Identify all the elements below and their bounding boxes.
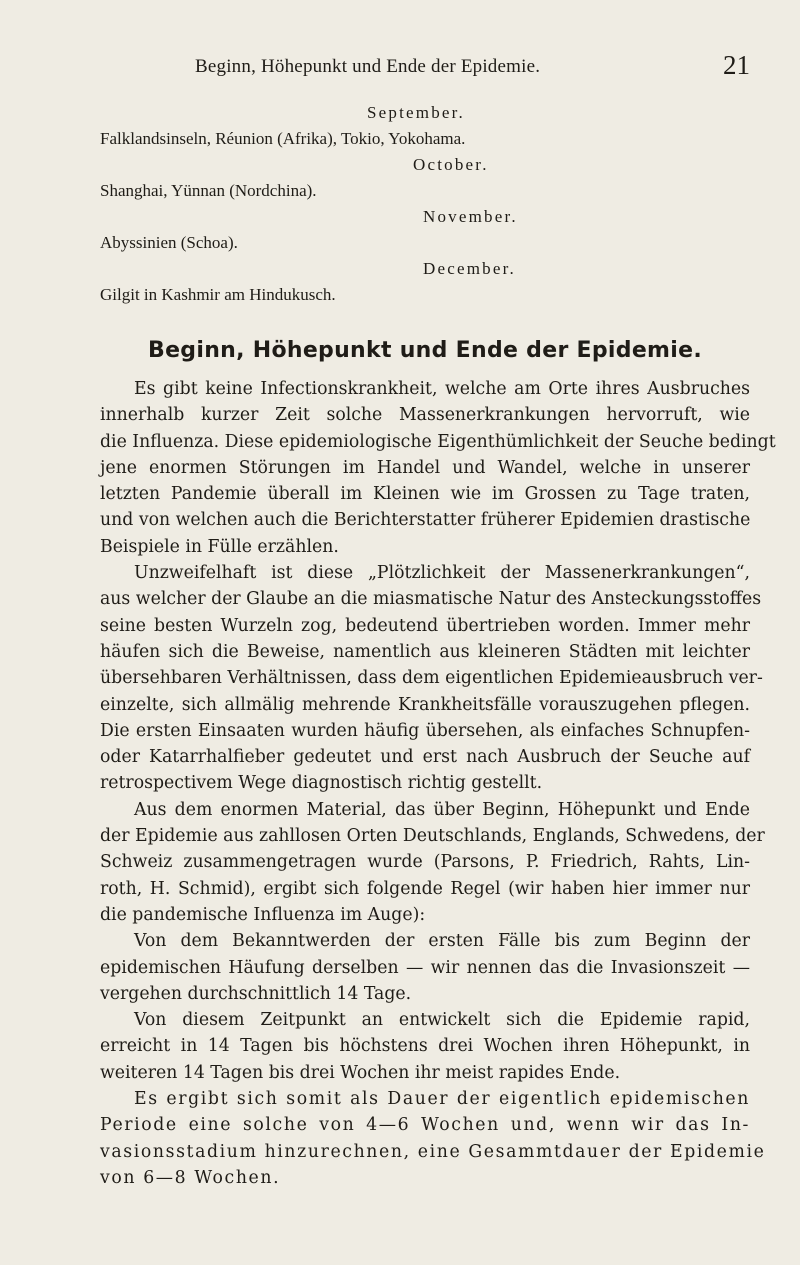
text-line: Periode eine solche von 4—6 Wochen und, wenn wir das In- [100, 1115, 750, 1136]
running-title: Beginn, Höhepunkt und Ende der Epidemie. [195, 56, 541, 77]
text-line: Von dem Bekanntwerden der ersten Fälle bis zum Beginn der [134, 931, 750, 952]
text-line: die Influenza. Diese epidemiologische Eigenthümlichkeit der Seuche bedingt [100, 431, 776, 452]
text-line: innerhalb kurzer Zeit solche Massenerkrankungen hervorruft, wie [100, 405, 750, 426]
text-line: Aus dem enormen Material, das über Beginn, Höhepunkt und Ende [134, 799, 750, 820]
month-heading-december: December. [423, 259, 516, 278]
text-line: Es ergibt sich somit als Dauer der eigentlich epidemischen [134, 1089, 750, 1110]
month-heading-october: October. [413, 155, 489, 174]
text-line: jene enormen Störungen im Handel und Wandel, welche in unserer [100, 457, 750, 478]
text-line: Die ersten Einsaaten wurden häufig übersehen, als einfaches Schnupfen- [100, 720, 750, 741]
text-line: aus welcher der Glaube an die miasmatische Natur des Ansteckungsstoffes [100, 589, 762, 610]
text-line: Es gibt keine Infectionskrankheit, welche am Orte ihres Ausbruches [134, 379, 750, 399]
paragraph-3 [100, 797, 765, 928]
page-number: 21 [723, 50, 750, 80]
text-line: übersehbaren Verhältnissen, dass dem eigentlichen Epidemieausbruch ver- [100, 668, 763, 689]
text-line: und von welchen auch die Berichterstatter früherer Epidemien drastische [100, 510, 751, 531]
paragraph-5 [100, 1007, 750, 1086]
monthly-listing [100, 100, 750, 308]
text-line: die pandemische Influenza im Auge): [100, 904, 426, 925]
text-line: von 6—8 Wochen. [100, 1167, 281, 1188]
text-line: seine besten Wurzeln zog, bedeutend übertrieben worden. Immer mehr [100, 615, 750, 636]
text-line: Schweiz zusammengetragen wurde (Parsons, P. Friedrich, Rahts, Lin- [100, 852, 750, 873]
places-december: Gilgit in Kashmir am Hindukusch. [100, 285, 336, 304]
text-line: epidemischen Häufung derselben — wir nennen das die Invasionszeit — [100, 957, 750, 978]
month-heading-november: November. [423, 207, 518, 226]
places-september: Falklandsinseln, Réunion (Afrika), Tokio, Yokohama. [100, 129, 466, 148]
text-line: Von diesem Zeitpunkt an entwickelt sich die Epidemie rapid, [134, 1010, 750, 1031]
paragraph-6 [100, 1086, 766, 1191]
text-line: Unzweifelhaft ist diese „Plötzlichkeit der Massenerkrankungen“, [134, 563, 750, 584]
text-line: vasionsstadium hinzurechnen, eine Gesammtdauer der Epidemie [100, 1141, 766, 1162]
text-line: weiteren 14 Tagen bis drei Wochen ihr meist rapides Ende. [100, 1062, 621, 1083]
text-line: oder Katarrhalfieber gedeutet und erst nach Ausbruch der Seuche auf [100, 747, 750, 768]
paragraph-1 [100, 376, 776, 560]
body-text [100, 376, 776, 1191]
text-line: Beispiele in Fülle erzählen. [100, 536, 339, 557]
text-line: häufen sich die Beweise, namentlich aus kleineren Städten mit leichter [100, 641, 750, 662]
places-november: Abyssinien (Schoa). [100, 233, 238, 252]
paragraph-4 [100, 928, 750, 1007]
text-line: retrospectivem Wege diagnostisch richtig gestellt. [100, 773, 543, 794]
places-october: Shanghai, Yünnan (Nordchina). [100, 181, 317, 200]
text-line: der Epidemie aus zahllosen Orten Deutschlands, Englands, Schwedens, der [100, 826, 765, 847]
text-line: roth, H. Schmid), ergibt sich folgende Regel (wir haben hier immer nur [100, 878, 750, 899]
page-header [195, 50, 750, 82]
text-line: erreicht in 14 Tagen bis höchstens drei Wochen ihren Höhepunkt, in [100, 1036, 750, 1057]
text-line: letzten Pandemie überall im Kleinen wie im Grossen zu Tage traten, [100, 484, 750, 505]
paragraph-2 [100, 560, 763, 797]
text-line: einzelte, sich allmälig mehrende Krankheitsfälle vorauszugehen pflegen. [100, 694, 750, 715]
section-heading: Beginn, Höhepunkt und Ende der Epidemie. [148, 338, 702, 363]
text-line: vergehen durchschnittlich 14 Tage. [100, 983, 412, 1004]
month-heading-september: September. [367, 103, 466, 122]
